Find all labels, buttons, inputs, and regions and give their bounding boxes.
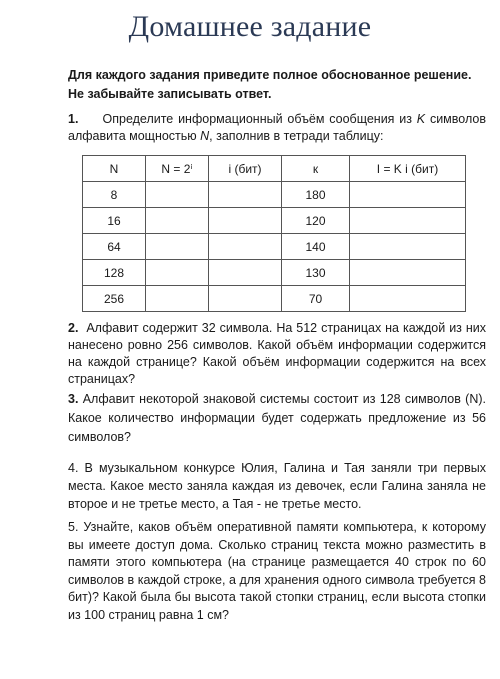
task-2 (68, 320, 486, 388)
cell-empty (350, 260, 466, 286)
cell-empty (209, 234, 282, 260)
col-header-k: к (282, 156, 350, 182)
table-row (83, 286, 466, 312)
cell-n: 256 (83, 286, 146, 312)
table-header-row (83, 156, 466, 182)
table-row (83, 182, 466, 208)
cell-empty (209, 260, 282, 286)
cell-k: 180 (282, 182, 350, 208)
cell-empty (146, 234, 209, 260)
task-2-number: 2. (68, 321, 79, 335)
table-row (83, 208, 466, 234)
cell-empty (146, 182, 209, 208)
table-row (83, 260, 466, 286)
cell-empty (350, 286, 466, 312)
cell-n: 8 (83, 182, 146, 208)
page-title: Домашнее задание (128, 10, 372, 43)
task-4-text: 4. В музыкальном конкурсе Юлия, Галина и Тая заняли три первых места. Какое место заняла каждая из девочек, если Галина заняла не второе и не третье место, а Тая - не третье место. (68, 461, 486, 511)
task-1 (68, 111, 486, 145)
cell-empty (146, 260, 209, 286)
cell-n: 64 (83, 234, 146, 260)
cell-k: 70 (282, 286, 350, 312)
cell-empty (350, 182, 466, 208)
col-header-n: N (83, 156, 146, 182)
task-2-text: Алфавит содержит 32 символа. На 512 страницах на каждой из них нанесено ровно 256 символов. Какой объём информации содержится на каждой странице? Какой объём информации содержится на всех страницах? (68, 321, 486, 386)
task-3 (68, 390, 486, 447)
cell-empty (350, 208, 466, 234)
task-1-number: 1. (68, 112, 79, 126)
col-header-volume: I = K i (бит) (350, 156, 466, 182)
cell-k: 130 (282, 260, 350, 286)
task-5-text: 5. Узнайте, каков объём оперативной памяти компьютера, к которому вы имеете доступ дома. Сколько страниц текста можно разместить в памяти этого компьютера (на странице размещается 40 строк по 60 символов в каждой строке, а для хранения одного символа требуется 8 бит)? Какой была бы высота такой стопки страниц, если высота стопки из 100 страниц равна 1 см? (68, 520, 486, 622)
task-4 (68, 459, 486, 513)
cell-k: 140 (282, 234, 350, 260)
task-1-text-c: , заполнив в тетради таблицу: (209, 129, 384, 143)
task-1-var-n: N (200, 129, 210, 143)
instructions-line-1: Для каждого задания приведите полное обоснованное решение. (68, 68, 472, 82)
cell-k: 120 (282, 208, 350, 234)
cell-empty (146, 286, 209, 312)
cell-empty (146, 208, 209, 234)
cell-n: 16 (83, 208, 146, 234)
task-3-number: 3. (68, 392, 79, 406)
cell-empty (209, 182, 282, 208)
task-5 (68, 519, 486, 624)
instructions-line-2: Не забывайте записывать ответ. (68, 87, 272, 101)
col-header-n-pow: N = 2ⁱ (146, 156, 209, 182)
cell-empty (209, 208, 282, 234)
cell-empty (350, 234, 466, 260)
cell-empty (209, 286, 282, 312)
instructions (68, 66, 488, 104)
cell-n: 128 (83, 260, 146, 286)
task-3-text: Алфавит некоторой знаковой системы состоит из 128 символов (N). Какое количество информации будет содержать предложение из 56 символов? (68, 392, 486, 444)
task-1-text-b: символов алфавита мощностью (68, 112, 486, 143)
table-row (83, 234, 466, 260)
info-volume-table (82, 155, 466, 312)
task-1-var-k: K (416, 112, 426, 126)
task-1-text-a: Определите информационный объём сообщения из (102, 112, 417, 126)
col-header-i: i (бит) (209, 156, 282, 182)
